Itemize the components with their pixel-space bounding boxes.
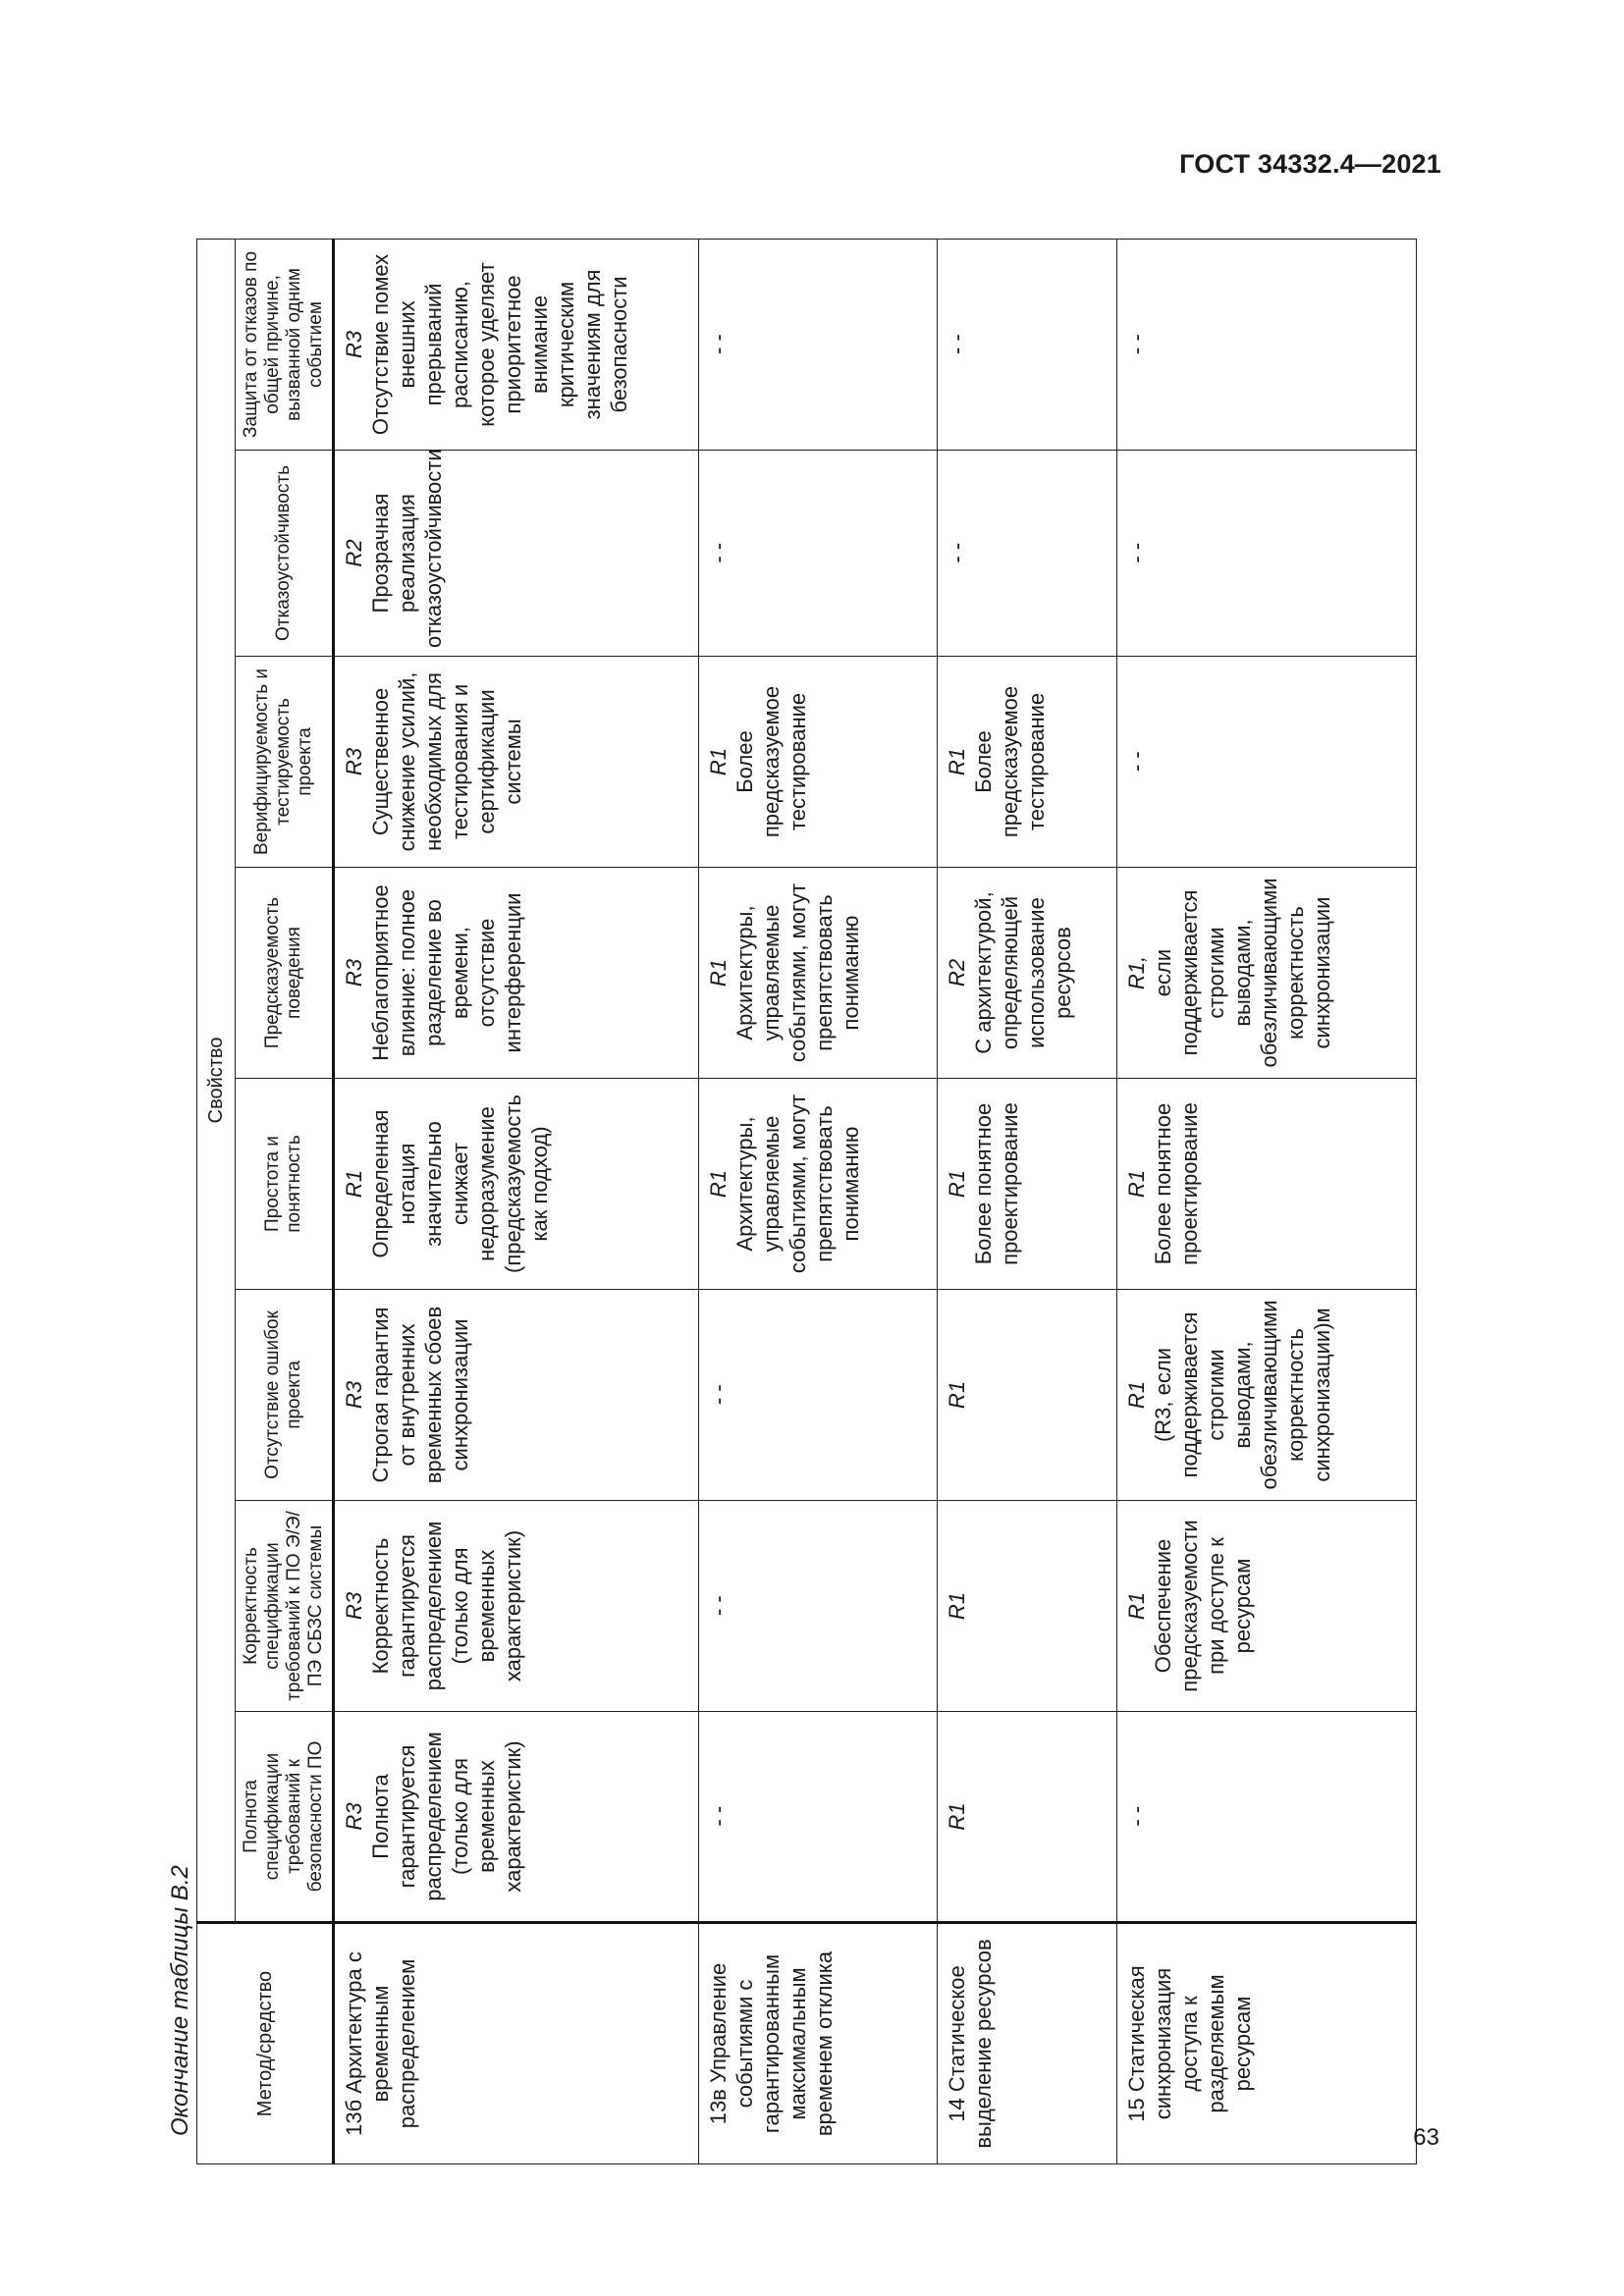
- rating-cell: [334, 451, 699, 657]
- rating-value: - -: [706, 1806, 731, 1827]
- rating-cell: [334, 1290, 699, 1501]
- rating-cell: [1117, 1501, 1417, 1712]
- method-cell: 13б Архитектура с временным распределением: [334, 1923, 699, 2164]
- col-header-simplicity: Простота и понятность: [236, 1079, 334, 1290]
- rating-description: Существенное снижение усилий, необходимых для тестирования и сертификации системы: [368, 671, 525, 852]
- col-header-fault-tolerance: Отказоустойчивость: [236, 451, 334, 657]
- rating-value: - -: [706, 1384, 731, 1406]
- rating-description: Прозрачная реализация отказоустойчивости: [368, 449, 446, 648]
- rating-description: Более понятное проектирование: [1151, 1102, 1202, 1265]
- method-cell: 13в Управление событиями с гарантированным максимальным временем отклика: [699, 1923, 938, 2164]
- rating-value: R3: [342, 1802, 366, 1831]
- rating-description: Архитектуры, управляемые событиями, могут препятствовать пониманию: [732, 1094, 863, 1274]
- col-header-verifiability: Верифицируемость и тестируемость проекта: [236, 657, 334, 868]
- col-header-no-design-errors: Отсутствие ошибок проекта: [236, 1290, 334, 1501]
- rating-cell: [938, 1079, 1117, 1290]
- rating-cell: [699, 1290, 938, 1501]
- rating-value: - -: [1124, 1806, 1149, 1827]
- rating-value: - -: [706, 543, 731, 563]
- rating-cell: [938, 239, 1117, 450]
- rating-value: R1: [706, 1169, 731, 1199]
- rating-description: Более понятное проектирование: [971, 1102, 1022, 1265]
- rating-value: R1: [1124, 1169, 1149, 1199]
- rating-value: R1: [706, 747, 731, 776]
- property-group-header: Свойство: [197, 239, 236, 1922]
- rating-value: R3: [342, 1591, 366, 1621]
- rating-value: R1: [706, 958, 731, 988]
- rating-cell: [1117, 657, 1417, 868]
- rating-value: R2: [342, 539, 366, 567]
- rating-cell: [1117, 239, 1417, 450]
- table-row: [699, 239, 938, 2163]
- rating-cell: [1117, 1290, 1417, 1501]
- rating-value: R3: [342, 1380, 366, 1410]
- rating-cell: [699, 239, 938, 450]
- rating-description: Определенная нотация значительно снижает недоразумение (предсказуемость как подход): [368, 1095, 552, 1273]
- rating-description: С архитектурой, определяющей использование ресурсов: [971, 891, 1075, 1054]
- rating-description: если поддерживается строгими выводами, обезличивающими корректность синхронизации: [1151, 878, 1334, 1068]
- rotated-table-stage: [157, 201, 1434, 2164]
- rating-cell: [334, 1712, 699, 1923]
- rating-value: - -: [1124, 543, 1149, 563]
- table-row: [334, 239, 699, 2163]
- rating-cell: [1117, 1712, 1417, 1923]
- rating-cell: [699, 1501, 938, 1712]
- rating-cell: [699, 657, 938, 868]
- rating-value: - -: [1124, 334, 1149, 355]
- table-row: [938, 239, 1117, 2163]
- rating-value: - -: [945, 334, 969, 355]
- rating-cell: [938, 657, 1117, 868]
- method-cell: 15 Статическая синхронизация доступа к разделяемым ресурсам: [1117, 1923, 1417, 2164]
- rating-cell: [699, 1079, 938, 1290]
- rating-description: Обеспечение предсказуемости при доступе к ресурсам: [1151, 1520, 1255, 1692]
- rating-cell: [334, 868, 699, 1079]
- rating-value: - -: [706, 334, 731, 355]
- rating-cell: [699, 1712, 938, 1923]
- rating-value: R3: [342, 958, 366, 988]
- rating-description: (R3, если поддерживается строгими выводами, обезличивающими корректность синхронизации)м: [1151, 1300, 1334, 1490]
- rating-value: - -: [706, 1595, 731, 1617]
- rating-value: R3: [342, 747, 366, 776]
- rating-description: Полнота гарантируется распределением (только для временных характеристик): [368, 1732, 525, 1901]
- rating-value: R1: [945, 1591, 969, 1621]
- col-header-completeness: Полнота спецификации требований к безопасности ПО: [236, 1712, 334, 1923]
- table-row: [1117, 239, 1417, 2163]
- rating-cell: [699, 451, 938, 657]
- rating-cell: [334, 239, 699, 450]
- rating-description: Более предсказуемое тестирование: [971, 685, 1049, 838]
- method-cell: 14 Статическое выделение ресурсов: [938, 1923, 1117, 2164]
- method-header: Метод/средство: [197, 1923, 334, 2164]
- rating-description: Отсутствие помех внешних прерываний расписанию, которое уделяет приоритетное внимание критическим значениям для безопасности: [368, 253, 631, 436]
- rating-cell: [334, 1501, 699, 1712]
- rating-value: R1: [1124, 1380, 1149, 1410]
- rating-cell: [938, 1712, 1117, 1923]
- rating-cell: [938, 1290, 1117, 1501]
- rating-description: Корректность гарантируется распределением (только для временных характеристик): [368, 1521, 525, 1691]
- rating-value: R1: [945, 747, 969, 776]
- rating-cell: [938, 868, 1117, 1079]
- table-caption: Окончание таблицы В.2: [167, 1865, 193, 2136]
- rating-description: Строгая гарантия от внутренних временных сбоев синхронизации: [368, 1306, 472, 1484]
- properties-table: [196, 239, 1417, 2164]
- rating-cell: [1117, 1079, 1417, 1290]
- rating-value: R1: [342, 1169, 366, 1199]
- col-header-correctness: Корректность спецификации требований к ПО Э/Э/ПЭ СБЗС системы: [236, 1501, 334, 1712]
- rating-cell: [938, 1501, 1117, 1712]
- rating-cell: [938, 451, 1117, 657]
- rating-cell: [334, 1079, 699, 1290]
- rating-value: R1,: [1124, 955, 1149, 990]
- rating-cell: [1117, 868, 1417, 1079]
- rating-description: Более предсказуемое тестирование: [732, 685, 810, 838]
- rating-value: R1: [1124, 1591, 1149, 1621]
- rating-description: Неблагоприятное влияние: полное разделение во времени, отсутствие интерференции: [368, 884, 525, 1061]
- rating-description: Архитектуры, управляемые событиями, могут препятствовать пониманию: [732, 882, 863, 1063]
- col-header-common-cause-protection: Защита от отказов по общей причине, вызванной одним событием: [236, 239, 334, 450]
- rating-value: R1: [945, 1169, 969, 1199]
- col-header-predictability: Предсказуемость поведения: [236, 868, 334, 1079]
- standard-code: ГОСТ 34332.4—2021: [1179, 149, 1441, 179]
- rating-value: R1: [945, 1802, 969, 1831]
- rating-cell: [1117, 451, 1417, 657]
- rating-value: - -: [1124, 751, 1149, 773]
- page-number: 63: [1413, 2124, 1439, 2151]
- rating-value: R2: [945, 958, 969, 988]
- rating-value: R1: [945, 1380, 969, 1410]
- rating-cell: [334, 657, 699, 868]
- rating-value: R3: [342, 330, 366, 359]
- rating-value: - -: [945, 543, 969, 563]
- rating-cell: [699, 868, 938, 1079]
